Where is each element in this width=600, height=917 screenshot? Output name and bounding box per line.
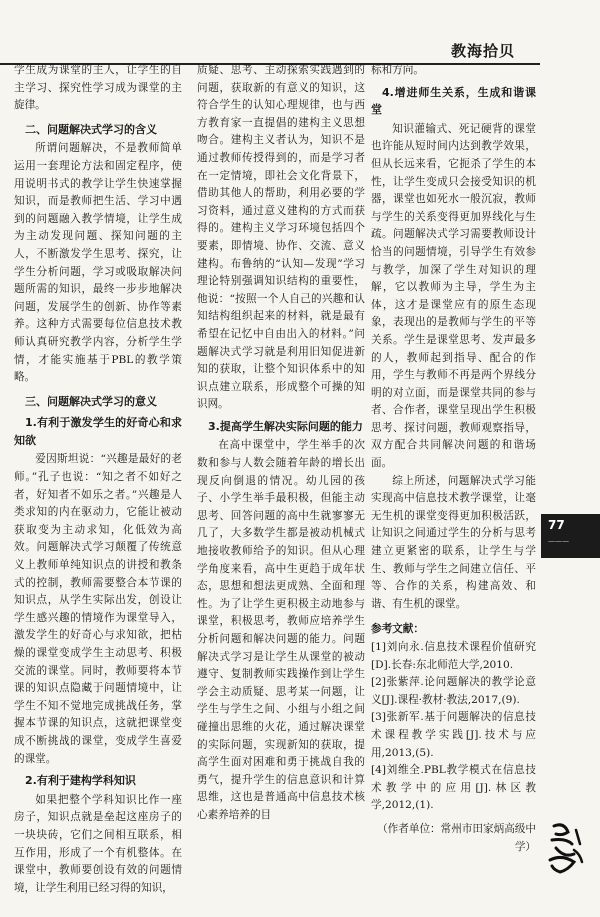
paragraph: 综上所述，问题解决式学习能实现高中信息技术教学课堂，让毫无生机的课堂变得更加积极活跃，让知识之间通过学生的分析与思考建立更紧密的联系，让学生与学生、教师与学生之间建立信任、平等、合作的关系，构建高效、和谐、有生机的课堂。 [371, 474, 536, 610]
author-affiliation: （作者单位：常州市田家炳高级中学） [377, 822, 536, 853]
reference-item: [4]刘维全.PBL教学模式在信息技术教学中的应用[J].林区教学,2012,(1). [371, 764, 536, 812]
paragraph: 标和方向。 [371, 64, 424, 76]
paragraph: 知识灌输式、死记硬背的课堂也许能从短时间内达到教学效果，但从长远来看，它扼杀了学生的本性，让学生变成只会接受知识的机器，课堂也如死水一般沉寂，教师与学生的关系变得更加界线化与生疏。问题解决式学习需要教师设计恰当的问题情境，引导学生有效参与教学，加深了学生对知识的理解，它以教师为主导，学生为主体，这才是课堂应有的原生态现象，表现出的是教师与学生的平等关系。学生是课堂思考、发声最多的人，教师起到指导、配合的作用，学生与教师不再是两个界线分明的对立面，而是课堂共同的参与者、合作者，课堂呈现出学生积极思考、探讨问题，教师观察指导，双方配合共同解决问题的和谐场面。 [371, 122, 536, 470]
magazine-logo-icon [546, 820, 588, 880]
page-number-decoration: ——— [548, 537, 569, 545]
text-column-3 [371, 62, 536, 856]
paragraph: 爱因斯坦说：“兴趣是最好的老师。”孔子也说：“知之者不如好之者，好知者不如乐之者。”兴趣是人类求知的内在驱动力，它能让被动获取变为主动求知，化低效为高效。问题解决式学习颠覆了传统意义上教师单纯知识点的讲授和教条式的控制，教师需要整合本节课的知识点，从学生实际出发，创设让学生感兴趣的情境作为课堂导入，激发学生的好奇心与求知欲，把枯燥的课堂变成学生主动思考、积极交流的课堂。同时，教师要将本节课的知识点隐藏于问题情境中，让学生不知不觉地完成挑战任务，掌握本节课的知识点，这就把课堂变成不断挑战的课堂，变成学生喜爱的课堂。 [14, 453, 182, 765]
subsection-heading: 2.有利于建构学科知识 [25, 774, 136, 788]
references-title: 参考文献： [371, 623, 424, 636]
page-number: 77 [548, 518, 565, 532]
paragraph: 如果把整个学科知识比作一座房子，知识点就是垒起这座房子的一块块砖，它们之间相互联系，相互作用，形成了一个有机整体。在课堂中，教师要创设有效的问题情境，让学生利用已经习得的知识， [14, 793, 182, 894]
text-column-2 [197, 62, 365, 825]
reference-item: [3]张新军.基于问题解决的信息技术课程教学实践[J].技术与应用,2013,(5). [371, 711, 536, 759]
column-header-title: 教海拾贝 [451, 42, 516, 60]
paragraph: 所谓问题解决，不是教师简单运用一套理论方法和固定程序，使用说明书式的教学让学生快速掌握知识，而是教师把生活、学习中遇到的问题融入教学情境，让学生成为主动发现问题、探知问题的主人，不断激发学生思考、探究，让学生分析问题，学习或吸取解决问题所需的知识，最终一步步地解决问题，发展学生的创新、协作等素养。这种方式需要每位信息技术教师认真研究教学内容，分析学生学情，才能实施基于PBL的教学策略。 [14, 142, 182, 384]
subsection-heading: 4.增进师生关系，生成和谐课堂 [371, 85, 536, 117]
section-heading: 三、问题解决式学习的意义 [25, 394, 157, 408]
subsection-heading: 1.有利于激发学生的好奇心和求知欲 [14, 416, 182, 447]
paragraph: 在高中课堂中，学生举手的次数和参与人数会随着年龄的增长出现反向倒退的情况。幼儿园的孩子、小学生举手最积极，但能主动思考、回答问题的高中生就寥寥无几了，大多数学生都是被动机械式地接收教师给予的知识。但从心理学角度来看，高中生更趋于成年状态，思想和想法更成熟、全面和理性。为了让学生更积极主动地参与课堂，积极思考，教师应培养学生分析问题和解决问题的能力。问题解决式学习是让学生从课堂的被动遵守、复制教师实践操作到让学生学会主动质疑、思考某一问题，让学生与学生之间、小组与小组之间碰撞出思维的火花，通过解决课堂的实际问题，实现新知的获取，提高学生面对困难和勇于挑战自我的勇气，提升学生的信息意识和计算思维，这也是普通高中信息技术核心素养培养的目 [197, 439, 365, 821]
reference-item: [2]张紫萍.论问题解决的教学论意义[J].课程·教材·教法,2017,(9). [371, 676, 536, 706]
paragraph: 质疑、思考、主动探索实践遇到的问题，获取新的有意义的知识，这符合学生的认知心理规律，也与西方教育家一直提倡的建构主义思想吻合。建构主义者认为，知识不是通过教师传授得到的，而是学习者在一定情境，即社会文化背景下，借助其他人的帮助，利用必要的学习资料，通过意义建构的方式而获得的。建构主义学习环境包括四个要素，即情境、协作、交流、意义建构。布鲁纳的“认知—发现”学习理论特别强调知识结构的重要性，他说：“按照一个人自己的兴趣和认知结构组织起来的材料，就是最有希望在记忆中自由出入的材料。”问题解决式学习就是利用旧知促进新知的获取，让整个知识体系中的知识点建立联系，形成整个可操的知识网。 [197, 64, 365, 411]
subsection-heading: 3.提高学生解决实际问题的能力 [208, 419, 363, 433]
text-column-1 [14, 62, 182, 897]
reference-item: [1]刘向永.信息技术课程价值研究[D].长春:东北师范大学,2010. [371, 641, 536, 671]
paragraph: 学生成为课堂的主人，让学生的自主学习、探究性学习成为课堂的主旋律。 [14, 64, 182, 112]
section-heading: 二、问题解决式学习的含义 [25, 122, 157, 136]
